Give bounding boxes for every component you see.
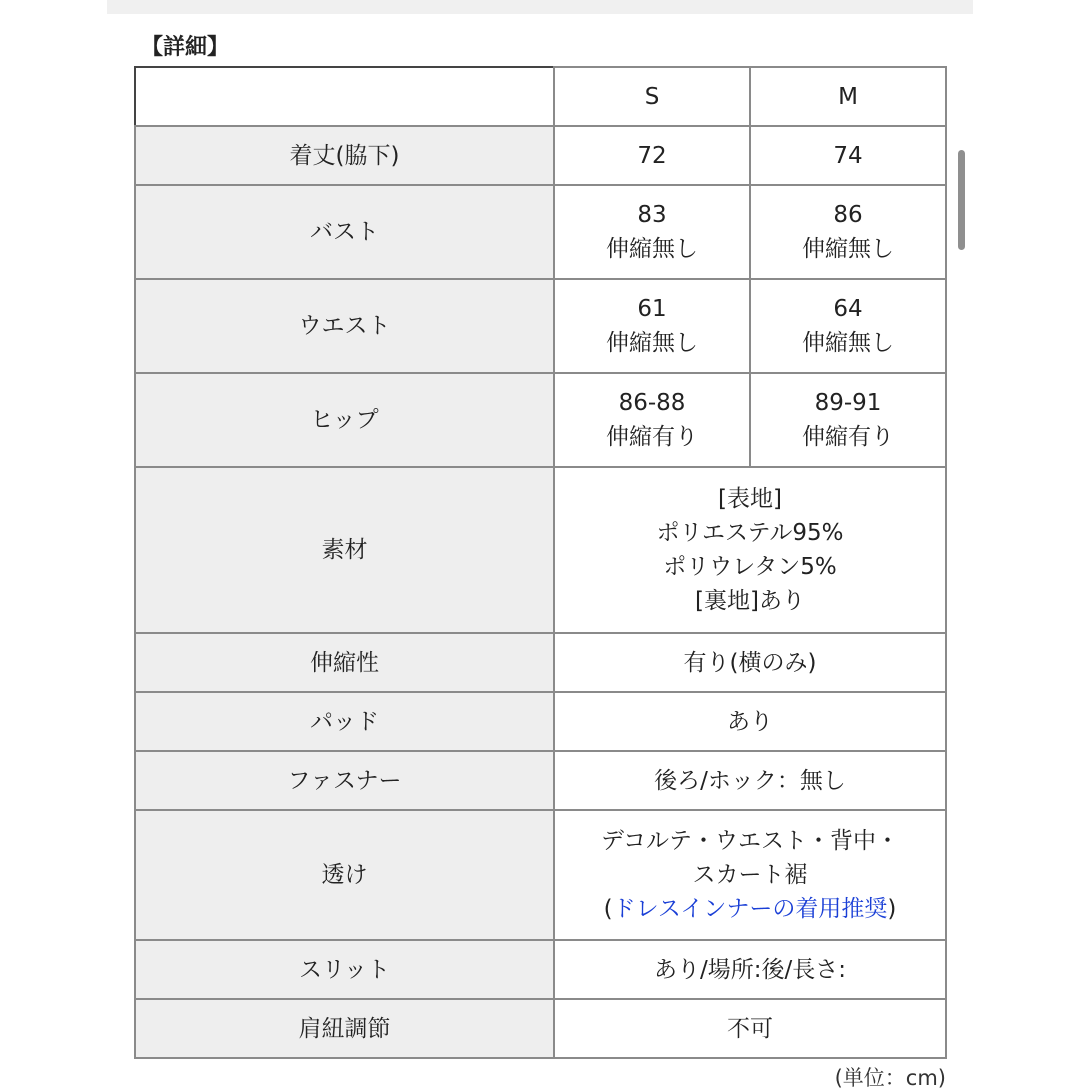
cell-value: 86-88	[618, 390, 686, 416]
sheer-line: スカート裾	[692, 862, 808, 888]
cell-value: 86	[833, 202, 863, 228]
unit-note: (単位：cm)	[834, 1066, 946, 1090]
header-corner-cell	[135, 67, 554, 126]
section-title: 【詳細】	[141, 35, 230, 60]
row-label-hip: ヒップ	[135, 373, 554, 467]
row-label-strap: 肩紐調節	[135, 999, 554, 1058]
cell-material	[554, 467, 946, 633]
cell-value: 83	[637, 202, 667, 228]
table-row	[135, 751, 946, 810]
cell-length-m: 74	[750, 126, 946, 185]
cell-fastener: 後ろ/ホック：無し	[554, 751, 946, 810]
sheer-note	[555, 892, 945, 926]
cell-waist-s	[554, 279, 750, 373]
material-line: [表地]	[718, 486, 782, 512]
table-row	[135, 279, 946, 373]
cell-value: 89-91	[814, 390, 882, 416]
table-row	[135, 999, 946, 1058]
row-label-slit: スリット	[135, 940, 554, 999]
table-row	[135, 126, 946, 185]
row-label-sheer: 透け	[135, 810, 554, 940]
cell-sheer	[554, 810, 946, 940]
cell-value: 64	[833, 296, 863, 322]
size-spec-table	[134, 66, 947, 1059]
material-line: ポリエステル95%	[656, 520, 844, 546]
row-label-pad: パッド	[135, 692, 554, 751]
table-row	[135, 692, 946, 751]
table-row	[135, 373, 946, 467]
table-row	[135, 185, 946, 279]
cell-waist-m	[750, 279, 946, 373]
row-label-material: 素材	[135, 467, 554, 633]
cell-note: 伸縮無し	[802, 330, 894, 356]
table-header-row	[135, 67, 946, 126]
cell-pad: あり	[554, 692, 946, 751]
header-size-s: S	[554, 67, 750, 126]
cell-slit: あり/場所:後/長さ:	[554, 940, 946, 999]
table-row	[135, 940, 946, 999]
cell-length-s: 72	[554, 126, 750, 185]
table-row	[135, 810, 946, 940]
cell-note: 伸縮無し	[802, 236, 894, 262]
table-row	[135, 633, 946, 692]
cell-strap: 不可	[554, 999, 946, 1058]
paren-close: )	[887, 896, 897, 922]
row-label-fastener: ファスナー	[135, 751, 554, 810]
dress-inner-link[interactable]: ドレスインナーの着用推奨	[612, 896, 888, 922]
sheer-line: デコルテ・ウエスト・背中・	[600, 828, 900, 854]
cell-stretch: 有り(横のみ)	[554, 633, 946, 692]
material-line: [裏地]あり	[695, 588, 805, 614]
row-label-stretch: 伸縮性	[135, 633, 554, 692]
cell-hip-m	[750, 373, 946, 467]
row-label-length: 着丈(脇下)	[135, 126, 554, 185]
row-label-bust: バスト	[135, 185, 554, 279]
material-line: ポリウレタン5%	[663, 554, 837, 580]
cell-note: 伸縮有り	[802, 424, 894, 450]
table-row	[135, 467, 946, 633]
row-label-waist: ウエスト	[135, 279, 554, 373]
cell-bust-s	[554, 185, 750, 279]
cell-bust-m	[750, 185, 946, 279]
cell-value: 61	[637, 296, 667, 322]
cell-note: 伸縮無し	[606, 330, 698, 356]
scrollbar[interactable]	[958, 150, 965, 250]
paren-open: (	[603, 896, 613, 922]
top-banner-strip	[107, 0, 973, 14]
cell-note: 伸縮有り	[606, 424, 698, 450]
cell-hip-s	[554, 373, 750, 467]
header-size-m: M	[750, 67, 946, 126]
cell-note: 伸縮無し	[606, 236, 698, 262]
